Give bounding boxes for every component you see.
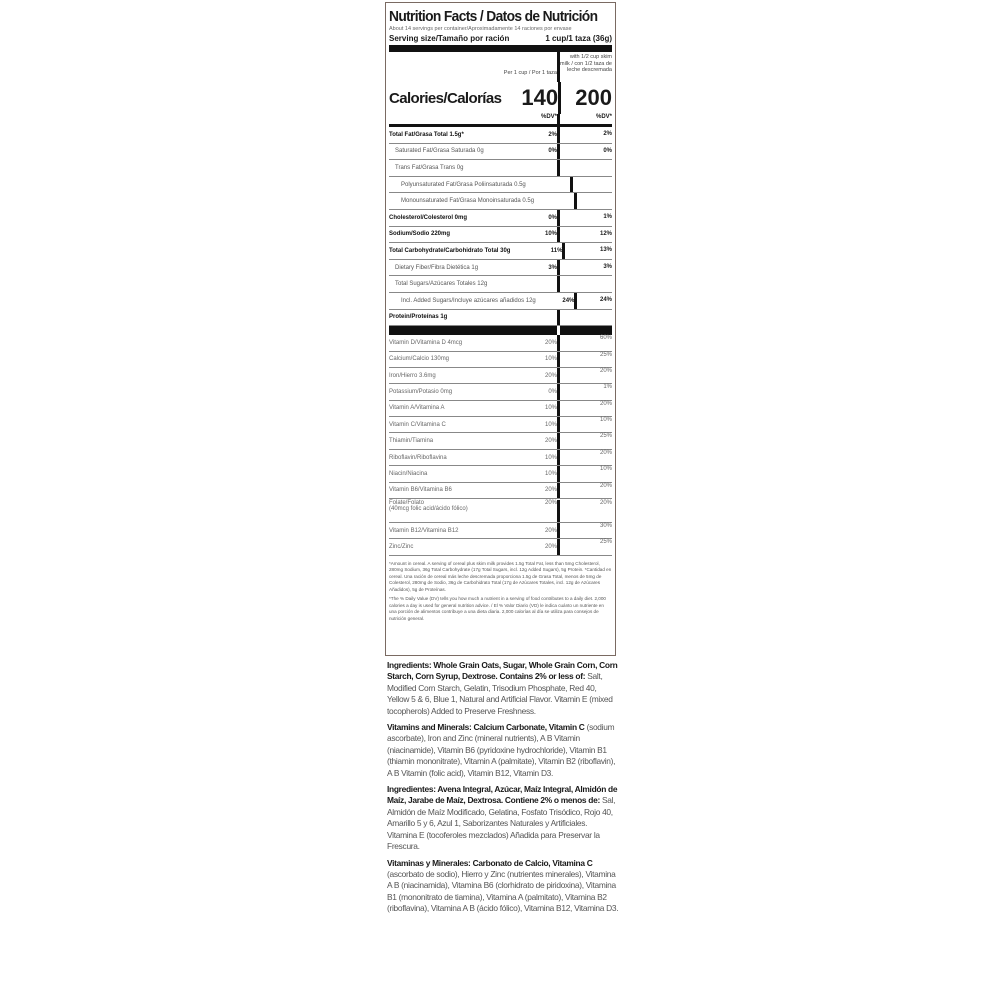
nutrient-row	[389, 210, 612, 227]
vitamin-label: Riboflavin/Riboflavina	[389, 454, 447, 461]
vitamin-row	[389, 483, 612, 499]
vitamin-dv-col2: 20%	[557, 500, 612, 522]
nutrient-label: Polyunsaturated Fat/Grasa Poliinsaturada 0.5g	[401, 181, 526, 188]
vitamin-label: Thiamin/Tiamina	[389, 438, 434, 445]
nutrient-label: Total Carbohydrate/Carbohidrato Total 30g	[389, 247, 511, 254]
servings-per-container: About 14 servings per container/Aproximadamente 14 raciones por envase	[389, 26, 572, 32]
vitamin-label: Vitamin C/Vitamina C	[389, 421, 446, 428]
vitamin-label: Vitamin D/Vitamina D 4mcg	[389, 339, 463, 346]
vitamin-row	[389, 417, 612, 433]
vitamin-row	[389, 335, 612, 351]
vitamin-row	[389, 368, 612, 384]
nutrient-dv-col2: 0%	[557, 144, 612, 160]
vitamin-label: Iron/Hierro 3.6mg	[389, 372, 436, 379]
vitamin-dv-col2: 30%	[557, 523, 612, 538]
nutrient-row	[389, 293, 612, 310]
vitamin-row	[389, 352, 612, 368]
vitamin-row	[389, 401, 612, 417]
vitamin-row	[389, 433, 612, 449]
nutrient-row	[389, 276, 612, 293]
nutrient-row	[389, 144, 612, 161]
nutrient-dv-col2	[570, 177, 612, 193]
vitamin-label: Potassium/Potasio 0mg	[389, 388, 453, 395]
nutrient-label: Trans Fat/Grasa Trans 0g	[395, 164, 464, 171]
column-2-header: with 1/2 cup skim milk / con 1/2 taza de leche descremada	[557, 52, 612, 82]
nutrient-dv-col2: 3%	[557, 260, 612, 276]
vitamin-dv-col1: 0%	[548, 388, 557, 395]
vitamin-dv-col1: 20%	[544, 527, 557, 534]
nutrient-label: Total Sugars/Azúcares Totales 12g	[395, 281, 488, 288]
nutrient-dv-col1: 24%	[562, 297, 575, 304]
vitamin-dv-col1: 10%	[544, 421, 557, 428]
nutrient-label: Protein/Proteínas 1g	[389, 314, 448, 321]
vitamins-spanish: Vitaminas y Minerales: Carbonato de Calcio, Vitamina C (ascorbato de sodio), Hierro y Zinc (nutrientes minerales), Vitamina A B (niacinamida), Vitamina B6 (clorhidrato de piridoxina), Vitamina B1 (mononitrato de tiamina), Vitamina A (palmitato), Vitamina B2 (riboflavina), Vitamina A B (ácido fólico), Vitamina B12, Vitamina D3.	[387, 857, 619, 914]
nutrient-dv-col1: 11%	[550, 247, 563, 254]
column-header-row	[389, 52, 612, 82]
footnote-daily-value: *The % Daily Value (DV) tells you how much a nutrient in a serving of food contributes to a daily diet. 2,000 calories a day is used for general nutrition advice. / El % Valor Diario (VD) le indica cuánto un nutriente en una porción de alimentos contribuye a una dieta diaria. 2,000 calorías al día se utiliza para consejos de nutrición general.	[389, 596, 606, 621]
ingredients-section	[387, 660, 619, 920]
vitamin-dv-col1: 10%	[544, 356, 557, 363]
serving-size-label: Serving size/Tamaño por ración	[389, 34, 510, 43]
vitamin-dv-col2: 60%	[557, 335, 612, 350]
nutrient-dv-col2: 1%	[557, 210, 612, 226]
vitamin-dv-col2: 20%	[557, 401, 612, 416]
vitamin-dv-col1: 20%	[544, 500, 557, 507]
vitamin-dv-col2: 1%	[557, 384, 612, 399]
panel-title: Nutrition Facts / Datos de Nutrición	[389, 8, 598, 25]
vitamin-sublabel: (40mcg folic acid/ácido fólico)	[389, 506, 468, 513]
vitamin-label: Vitamin A/Vitamina A	[389, 405, 445, 412]
column-1-header: Per 1 cup / Por 1 taza	[503, 70, 557, 76]
vitamin-row	[389, 523, 612, 539]
vitamin-list	[389, 335, 612, 556]
nutrient-list	[389, 127, 612, 326]
nutrient-row	[389, 160, 612, 177]
nutrient-label: Incl. Added Sugars/Incluye azúcares añadidos 12g	[401, 297, 536, 304]
vitamin-dv-col1: 10%	[544, 454, 557, 461]
nutrient-dv-col2	[557, 160, 612, 176]
nutrient-label: Cholesterol/Colesterol 0mg	[389, 214, 468, 221]
vitamin-label: Zinc/Zinc	[389, 544, 414, 551]
vitamin-row	[389, 499, 612, 523]
dv-header-col1: %DV*	[540, 114, 557, 120]
vitamin-row	[389, 450, 612, 466]
nutrient-dv-col1: 0%	[548, 214, 557, 221]
nutrient-dv-col2	[557, 276, 612, 292]
vitamin-dv-col1: 20%	[544, 438, 557, 445]
nutrient-label: Total Fat/Grasa Total 1.5g*	[389, 131, 464, 138]
vitamin-label: Folate/Folato (40mcg folic acid/ácido fólico)	[389, 500, 499, 512]
nutrient-dv-col2: 12%	[557, 227, 612, 243]
vitamin-dv-col2: 25%	[557, 539, 612, 554]
vitamin-dv-col1: 20%	[544, 372, 557, 379]
vitamin-label: Vitamin B12/Vitamina B12	[389, 527, 459, 534]
calories-label: Calories/Calorías	[389, 89, 502, 107]
vitamin-dv-col1: 10%	[544, 470, 557, 477]
nutrient-dv-col1: 10%	[544, 231, 557, 238]
vitamin-label: Vitamin B6/Vitamina B6	[389, 487, 452, 494]
nutrient-row	[389, 310, 612, 327]
ingredients-spanish: Ingredientes: Avena Integral, Azúcar, Maíz Integral, Almidón de Maíz, Jarabe de Maíz, Dextrosa. Contiene 2% o menos de: Sal, Almidón de Maíz Modificado, Gelatina, Fosfato Trisódico, Rojo 40, Amarillo 5 y 6, Azul 1, Saborizantes Naturales y Artificiales. Vitamina E (tocoferoles mezclados) Añadida para Preservar la Frescura.	[387, 784, 618, 852]
dv-header-col2: %DV*	[557, 114, 612, 124]
vitamin-row	[389, 539, 612, 555]
calories-col2: 200	[558, 82, 612, 114]
vitamin-dv-col2: 10%	[557, 417, 612, 432]
vitamin-dv-col1: 10%	[544, 405, 557, 412]
nutrition-facts-panel	[385, 2, 616, 656]
nutrient-row	[389, 177, 612, 194]
nutrient-dv-col1: 3%	[548, 264, 557, 271]
nutrient-dv-col1: 2%	[548, 131, 557, 138]
vitamin-label: Calcium/Calcio 130mg	[389, 356, 450, 363]
ingredients-english: Ingredients: Whole Grain Oats, Sugar, Whole Grain Corn, Corn Starch, Corn Syrup, Dextrose. Contains 2% or less of: Salt, Modified Corn Starch, Gelatin, Trisodium Phosphate, Red 40, Yellow 5 & 6, Blue 1, Natural and Artificial Flavor. Vitamin E (mixed tocopherols) Added to Preserve Freshness.	[387, 660, 618, 716]
nutrient-dv-col2: 13%	[562, 243, 612, 259]
footnote-amount: *Amount in cereal. A serving of cereal plus skim milk provides 1.5g Total Fat, less than 5mg Cholesterol, 280mg Sodium, 36g Total Carbohydrate (17g Total Sugars, incl. 12g Added Sugars), 5g Protein. *Cantidad en cereal. Una ración de cereal más leche descremada proporciona 1.5g de Grasa Total, menos de 5mg de Colesterol, 280mg de Sodio, 36g de Carbohidrato Total (17g de Azúcares Totales, incl. 12g de Azúcares Añadidos), 5g de Proteínas.	[389, 560, 612, 592]
nutrient-label: Sodium/Sodio 220mg	[389, 231, 451, 238]
serving-size-row	[389, 33, 612, 45]
nutrient-label: Dietary Fiber/Fibra Dietética 1g	[395, 264, 479, 271]
nutrient-label: Monounsaturated Fat/Grasa Monoinsaturada 0.5g	[401, 198, 535, 205]
nutrient-row	[389, 127, 612, 144]
nutrient-row	[389, 260, 612, 277]
vitamin-dv-col2: 25%	[557, 352, 612, 367]
footnotes	[389, 561, 612, 623]
vitamin-dv-col1: 20%	[544, 487, 557, 494]
nutrient-dv-col2: 2%	[557, 127, 612, 143]
nutrient-dv-col2	[574, 193, 612, 209]
daily-value-header-row	[389, 114, 612, 127]
vitamin-dv-col2: 25%	[557, 433, 612, 448]
vitamin-row	[389, 466, 612, 482]
nutrient-row	[389, 227, 612, 244]
nutrient-dv-col2	[557, 310, 612, 326]
vitamin-row	[389, 384, 612, 400]
vitamins-english: Vitamins and Minerals: Calcium Carbonate, Vitamin C (sodium ascorbate), Iron and Zinc (mineral nutrients), A B Vitamin (niacinamide), Vitamin B6 (pyridoxine hydrochloride), Vitamin B1 (thiamin mononitrate), Vitamin A (palmitate), Vitamin B2 (riboflavin), A B Vitamin (folic acid), Vitamin B12, Vitamin D3.	[387, 722, 616, 778]
nutrient-dv-col1: 0%	[548, 148, 557, 155]
calories-col1: 140	[521, 85, 559, 110]
calories-row	[389, 82, 612, 114]
nutrient-row	[389, 193, 612, 210]
vitamin-dv-col2: 20%	[557, 368, 612, 383]
vitamin-dv-col2: 20%	[557, 450, 612, 465]
vitamin-dv-col1: 20%	[544, 544, 557, 551]
nutrient-label: Saturated Fat/Grasa Saturada 0g	[395, 148, 484, 155]
thick-divider	[389, 45, 612, 52]
vitamin-dv-col2: 10%	[557, 466, 612, 481]
vitamin-dv-col1: 20%	[544, 339, 557, 346]
nutrient-row	[389, 243, 612, 260]
vitamin-separator	[389, 326, 612, 335]
nutrient-dv-col2: 24%	[574, 293, 612, 309]
vitamin-dv-col2: 20%	[557, 483, 612, 498]
vitamin-label: Niacin/Niacina	[389, 470, 428, 477]
serving-size-value: 1 cup/1 taza (36g)	[545, 34, 612, 43]
